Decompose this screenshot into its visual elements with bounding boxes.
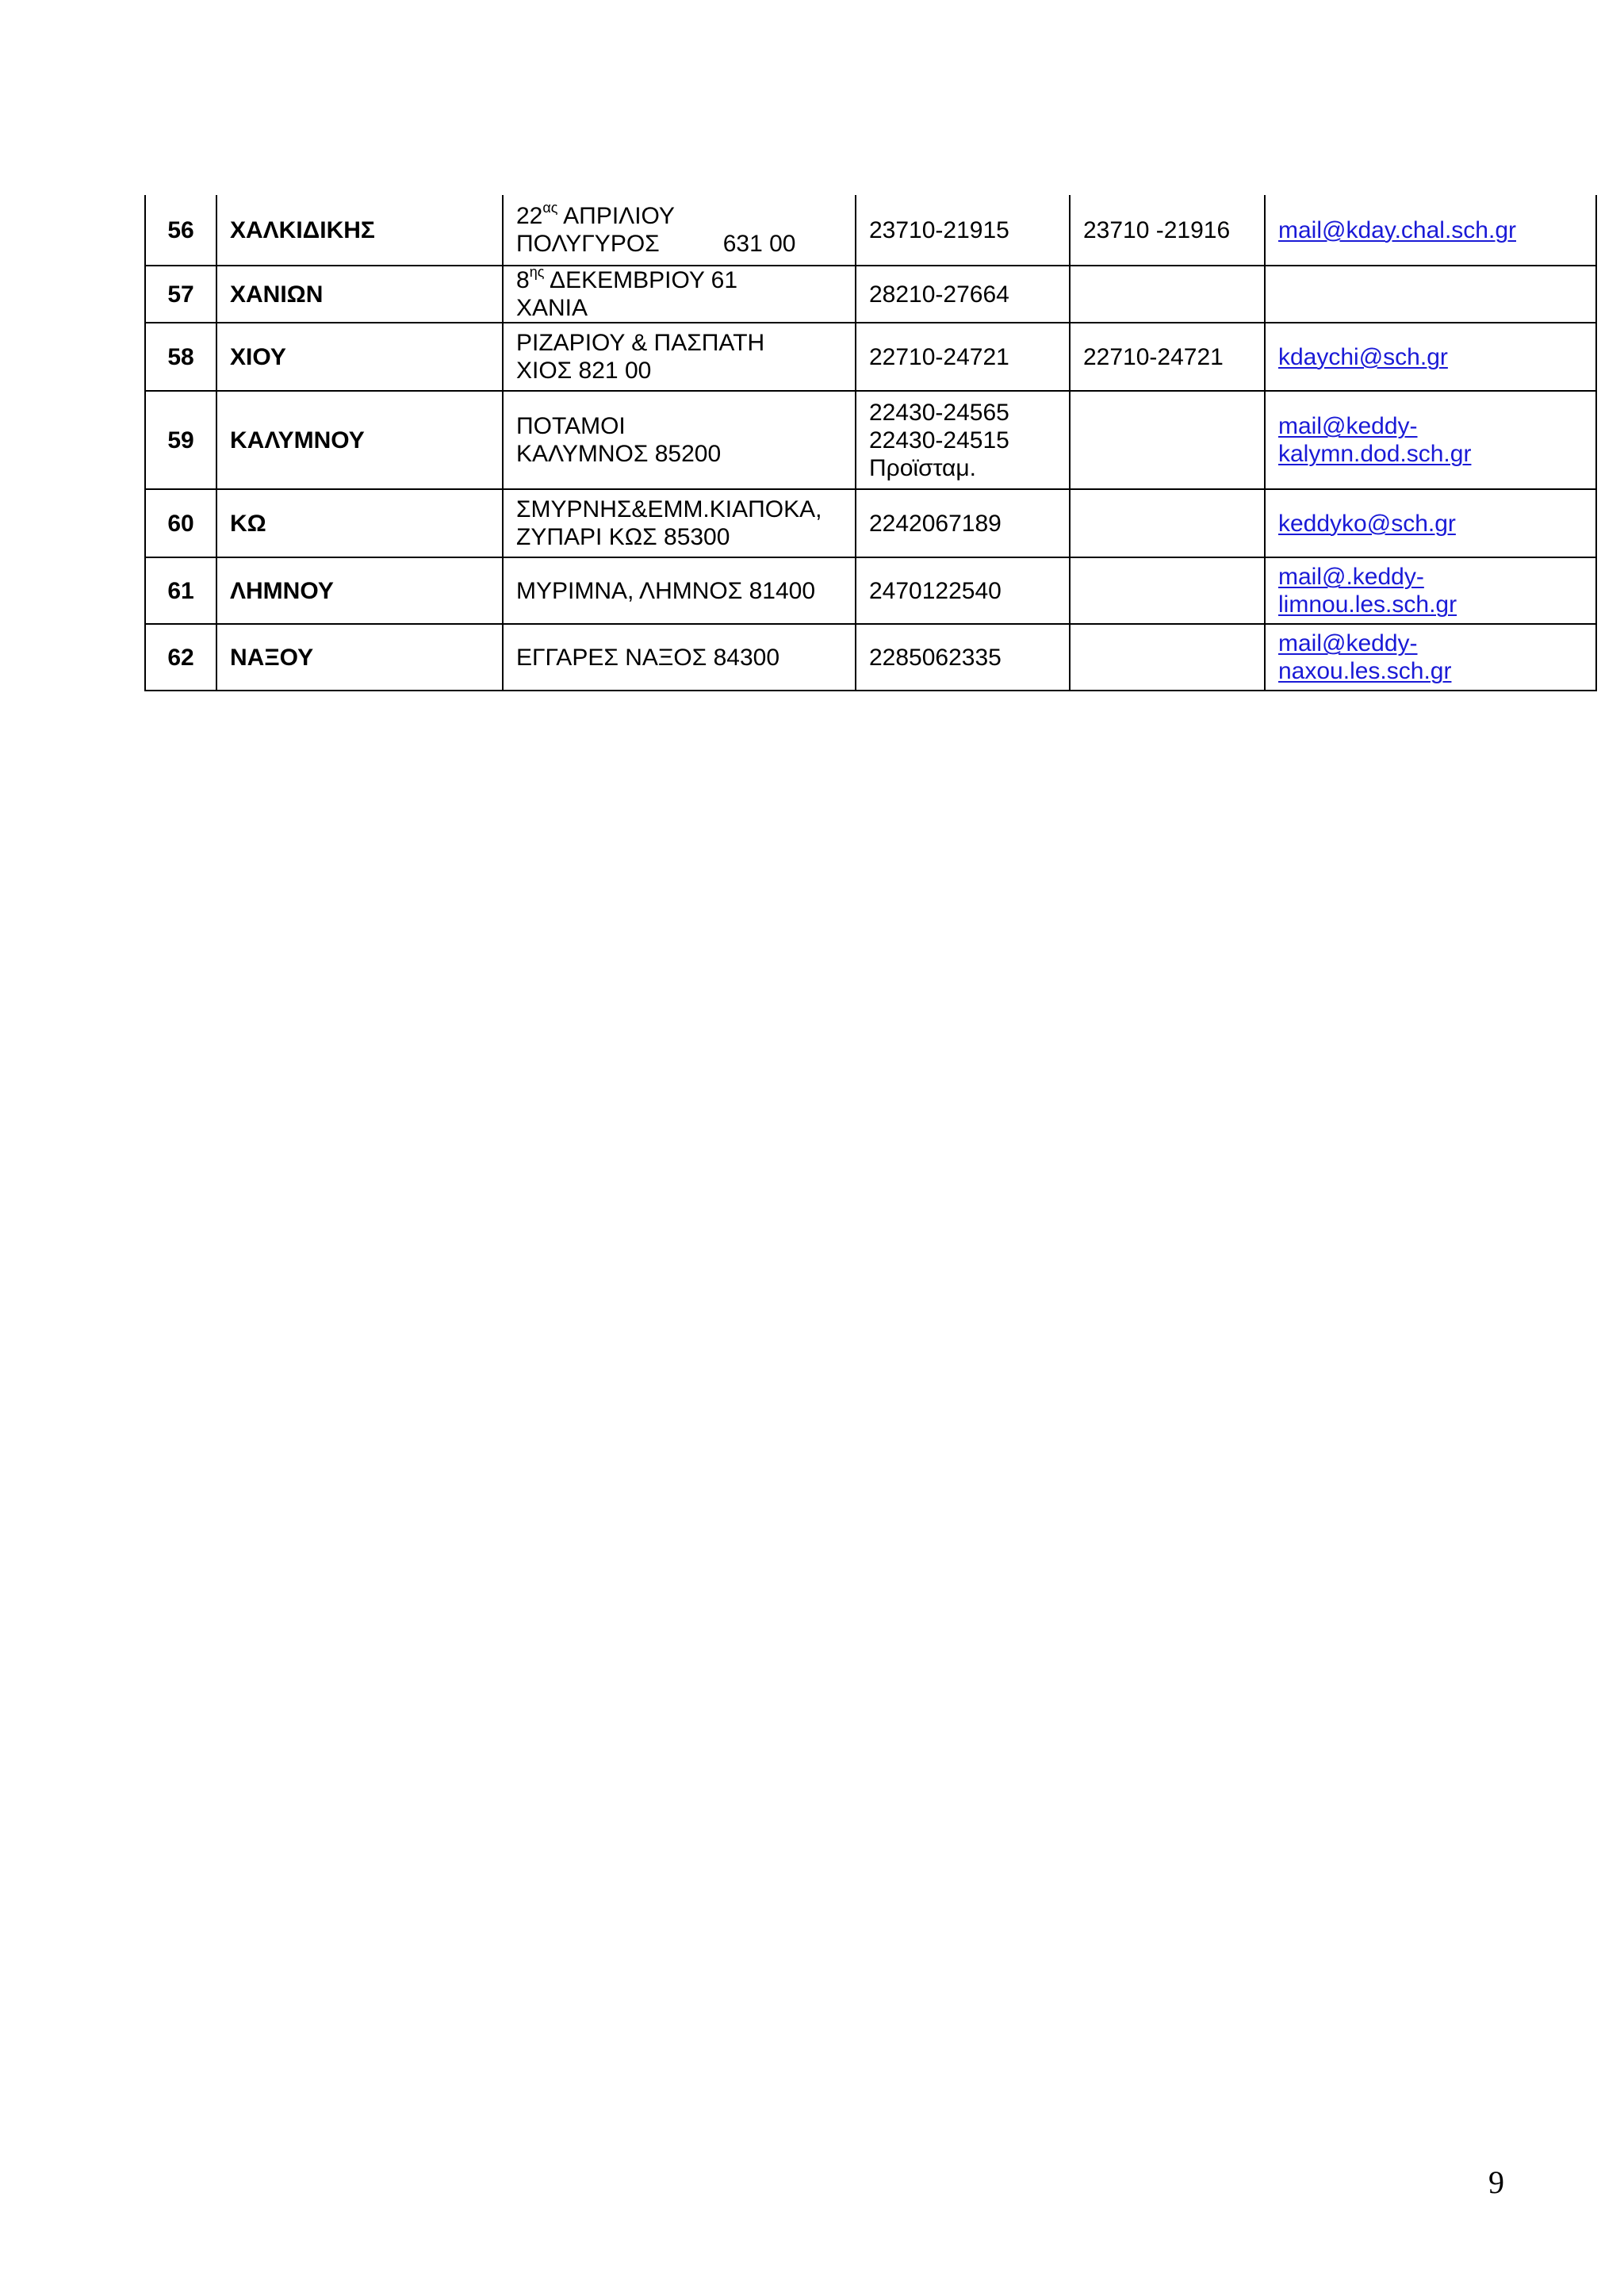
email-cell <box>1265 624 1596 691</box>
address-cell: $22^{\alpha\varsigma}$ ΑΠΡΙΛΙΟΥ ΠΟΛΥΓΥΡΟΣ 631 00 <box>503 195 856 266</box>
email-cell <box>1265 266 1596 323</box>
table-row <box>145 266 1596 323</box>
prefecture-name: ΚΩ <box>216 489 503 557</box>
email-cell <box>1265 489 1596 557</box>
fax-cell: 22710-24721 <box>1070 323 1265 391</box>
phone-cell: 2242067189 <box>856 489 1070 557</box>
row-number: 61 <box>145 557 216 624</box>
email-link[interactable]: mail@keddy- naxou.les.sch.gr <box>1278 630 1452 684</box>
contacts-table <box>144 195 1597 691</box>
phone-cell: 2470122540 <box>856 557 1070 624</box>
prefecture-name: ΧΑΝΙΩΝ <box>216 266 503 323</box>
table-row <box>145 489 1596 557</box>
email-link[interactable]: mail@kday.chal.sch.gr <box>1278 216 1516 243</box>
row-number: 62 <box>145 624 216 691</box>
phone-cell: 22710-24721 <box>856 323 1070 391</box>
table-row <box>145 624 1596 691</box>
row-number: 60 <box>145 489 216 557</box>
email-link[interactable]: mail@.keddy- limnou.les.sch.gr <box>1278 564 1457 618</box>
prefecture-name: ΚΑΛΥΜΝΟΥ <box>216 391 503 489</box>
fax-cell <box>1070 557 1265 624</box>
email-cell <box>1265 391 1596 489</box>
address-cell: ΜΥΡΙΜΝΑ, ΛΗΜΝΟΣ 81400 <box>503 557 856 624</box>
row-number: 58 <box>145 323 216 391</box>
email-link[interactable]: mail@keddy- kalymn.dod.sch.gr <box>1278 413 1472 467</box>
address-cell: $8^{\eta\varsigma}$ ΔΕΚΕΜΒΡΙΟΥ 61 ΧΑΝΙΑ <box>503 266 856 323</box>
phone-cell: 2285062335 <box>856 624 1070 691</box>
table-row <box>145 557 1596 624</box>
address-cell: ΣΜΥΡΝΗΣ&ΕΜΜ.ΚΙΑΠΟΚΑ, ΖΥΠΑΡΙ ΚΩΣ 85300 <box>503 489 856 557</box>
phone-cell: 22430-24565 22430-24515 Προϊσταμ. <box>856 391 1070 489</box>
fax-cell: 23710 -21916 <box>1070 195 1265 266</box>
table-row <box>145 195 1596 266</box>
prefecture-name: ΧΑΛΚΙΔΙΚΗΣ <box>216 195 503 266</box>
row-number: 59 <box>145 391 216 489</box>
email-link[interactable]: kdaychi@sch.gr <box>1278 343 1448 370</box>
phone-cell: 28210-27664 <box>856 266 1070 323</box>
email-link[interactable]: keddyko@sch.gr <box>1278 510 1456 537</box>
table-row <box>145 391 1596 489</box>
prefecture-name: ΧΙΟΥ <box>216 323 503 391</box>
prefecture-name: ΝΑΞΟΥ <box>216 624 503 691</box>
fax-cell <box>1070 489 1265 557</box>
row-number: 56 <box>145 195 216 266</box>
email-cell <box>1265 323 1596 391</box>
prefecture-name: ΛΗΜΝΟΥ <box>216 557 503 624</box>
table-row <box>145 323 1596 391</box>
address-cell: ΠΟΤΑΜΟΙ ΚΑΛΥΜΝΟΣ 85200 <box>503 391 856 489</box>
fax-cell <box>1070 391 1265 489</box>
email-cell <box>1265 195 1596 266</box>
page-number: 9 <box>1488 2164 1504 2200</box>
address-cell: ΡΙΖΑΡΙΟΥ & ΠΑΣΠΑΤΗ ΧΙΟΣ 821 00 <box>503 323 856 391</box>
phone-cell: 23710-21915 <box>856 195 1070 266</box>
fax-cell <box>1070 624 1265 691</box>
email-cell <box>1265 557 1596 624</box>
fax-cell <box>1070 266 1265 323</box>
address-cell: ΕΓΓΑΡΕΣ ΝΑΞΟΣ 84300 <box>503 624 856 691</box>
row-number: 57 <box>145 266 216 323</box>
